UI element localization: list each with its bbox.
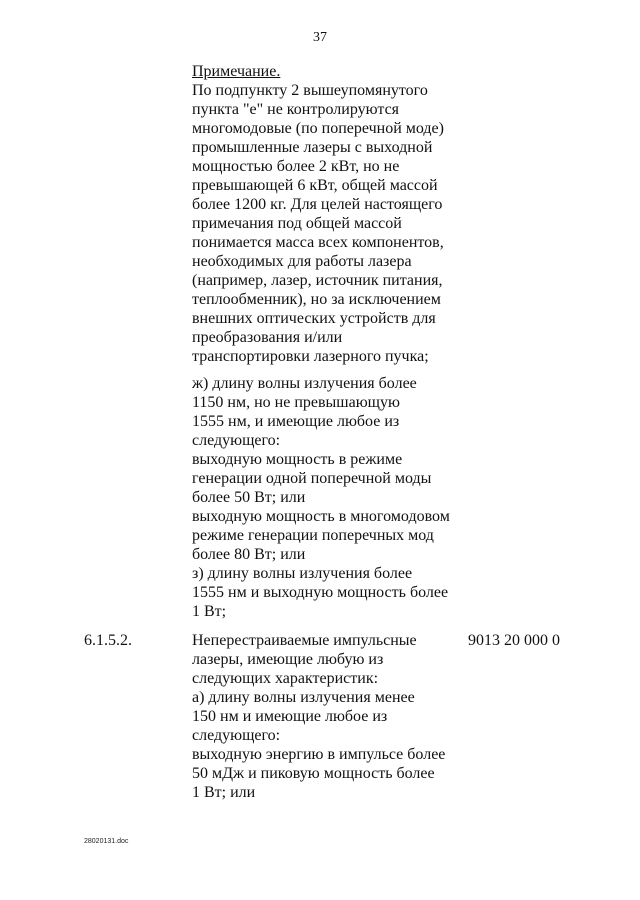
item-line: более 50 Вт; или: [192, 489, 306, 506]
note-line: промышленные лазеры с выходной: [192, 139, 433, 156]
item-line: генерации одной поперечной моды: [192, 470, 432, 487]
item-line: выходную мощность в многомодовом: [192, 508, 450, 525]
item-line: 1555 нм и выходную мощность более: [192, 584, 449, 601]
entry-line: Неперестраиваемые импульсные: [192, 632, 417, 649]
note-line: преобразования и/или: [192, 329, 343, 346]
item-line: 1 Вт;: [192, 603, 227, 620]
note-line: транспортировки лазерного пучка;: [192, 348, 429, 365]
note-line: (например, лазер, источник питания,: [192, 272, 443, 289]
note-line: превышающей 6 кВт, общей массой: [192, 177, 438, 194]
page-number: 37: [313, 30, 327, 45]
entry-code: 6.1.5.2.: [84, 632, 132, 649]
entry-line: следующего:: [192, 727, 281, 744]
note-line: внешних оптических устройств для: [192, 310, 436, 327]
note-line: мощностью более 2 кВт, но не: [192, 158, 400, 175]
item-line: 1555 нм, и имеющие любое из: [192, 413, 400, 430]
note-line: пункта "е" не контролируются: [192, 101, 400, 118]
item-line: выходную мощность в режиме: [192, 451, 403, 468]
note-title: Примечание.: [192, 63, 281, 80]
item-line: 1150 нм, но не превышающую: [192, 394, 400, 411]
entry-description: [192, 631, 445, 802]
entry-line: выходную энергию в импульсе более: [192, 746, 446, 763]
item-line: ж) длину волны излучения более: [192, 375, 417, 392]
entry-tnved-code: 9013 20 000 0: [468, 632, 560, 649]
note-line: необходимых для работы лазера: [192, 253, 412, 270]
note-line: многомодовые (по поперечной моде): [192, 120, 444, 137]
item-line: следующего:: [192, 432, 281, 449]
footer-filename: 28020131.doc: [84, 838, 129, 845]
note-line: понимается масса всех компонентов,: [192, 234, 444, 251]
item-zh-block: [192, 374, 450, 621]
note-block: [192, 62, 444, 366]
note-line: более 1200 кг. Для целей настоящего: [192, 196, 443, 213]
note-line: примечания под общей массой: [192, 215, 402, 232]
item-line: режиме генерации поперечных мод: [192, 527, 434, 544]
note-line: теплообменник), но за исключением: [192, 291, 441, 308]
entry-line: 150 нм и имеющие любое из: [192, 708, 388, 725]
item-line: более 80 Вт; или: [192, 546, 306, 563]
note-line: По подпункту 2 вышеупомянутого: [192, 82, 428, 99]
entry-line: 50 мДж и пиковую мощность более: [192, 765, 435, 782]
entry-line: следующих характеристик:: [192, 670, 379, 687]
entry-line: лазеры, имеющие любую из: [192, 651, 384, 668]
entry-line: 1 Вт; или: [192, 784, 256, 801]
entry-line: а) длину волны излучения менее: [192, 689, 415, 706]
item-line: з) длину волны излучения более: [192, 565, 413, 582]
